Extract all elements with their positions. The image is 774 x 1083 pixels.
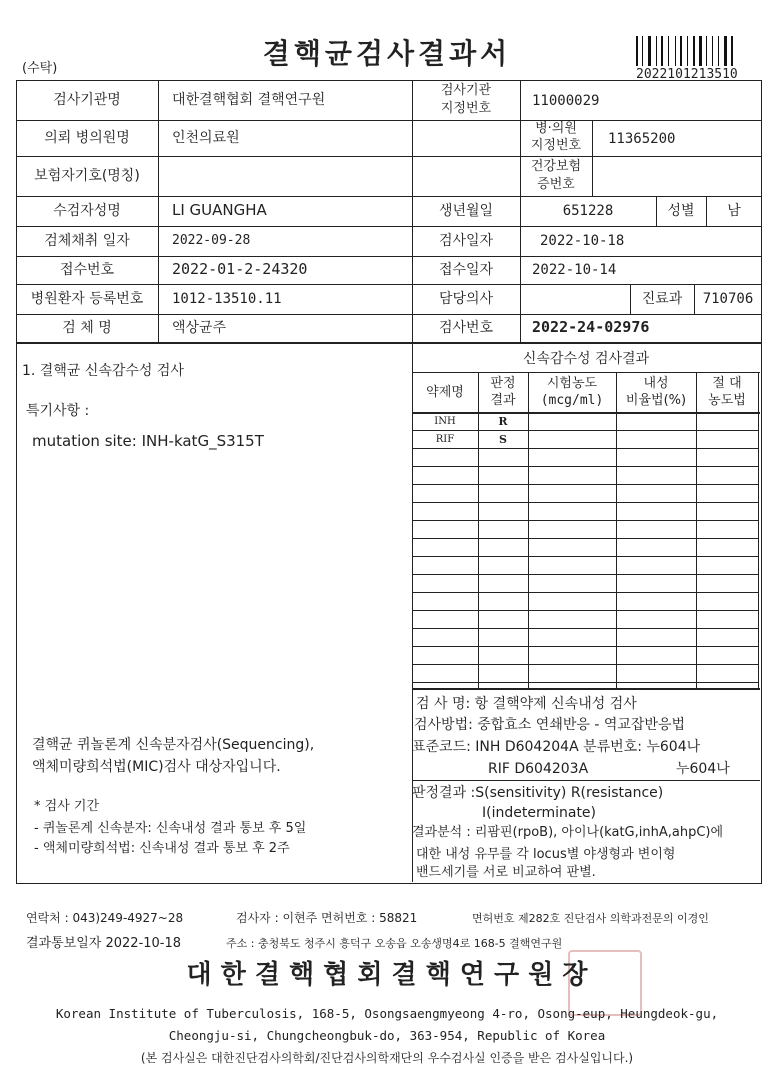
inst-code-label-2: 지정번호 — [440, 101, 492, 116]
col-abs-2: 농도법 — [708, 393, 746, 408]
drug-result: S — [499, 433, 507, 446]
contact: 연락처 : 043)249-4927~28 — [26, 911, 184, 925]
specimen-label: 검 체 명 — [62, 320, 112, 336]
method-code-2b: 누604나 — [676, 761, 730, 777]
receipt-no-label: 접수번호 — [59, 262, 115, 278]
report-date: 결과통보일자 2022-10-18 — [26, 936, 182, 951]
table-grid-line — [412, 430, 758, 431]
inst-code: 11000029 — [532, 93, 600, 109]
barcode-bar — [706, 36, 707, 66]
insured-label: 보험자기호(명칭) — [34, 168, 140, 184]
license: 면허번호 제282호 진단검사 의학과전문의 이경인 — [472, 912, 709, 925]
period-title: * 검사 기간 — [34, 799, 99, 814]
analysis-3: 밴드세기를 서로 비교하여 판별. — [416, 865, 596, 880]
insurance-label-1: 건강보험 — [530, 159, 582, 174]
english-address-2: Cheongju-si, Chungcheongbuk-do, 363-954, Republic of Korea — [168, 1028, 606, 1043]
col-conc-2: (mcg/ml) — [540, 393, 604, 408]
test-date: 2022-10-18 — [540, 233, 625, 249]
dept: 710706 — [702, 291, 754, 307]
patient-name: LI GUANGHA — [172, 201, 267, 219]
test-no-label: 검사번호 — [438, 320, 494, 336]
period-line-2: - 액체미량희석법: 신속내성 결과 통보 후 2주 — [34, 841, 290, 856]
analysis-1: 결과분석 : 리팜핀(rpoB), 아이나(katG,inhA,ahpC)에 — [412, 825, 724, 840]
barcode-bar — [636, 36, 638, 66]
table-grid-line — [412, 592, 758, 593]
hospital: 인천의료원 — [172, 130, 240, 146]
table-grid-line — [412, 664, 758, 665]
barcode — [636, 36, 750, 66]
hosp-code: 11365200 — [608, 131, 676, 147]
col-result-2: 결과 — [490, 393, 516, 408]
dob-label: 생년월일 — [438, 203, 494, 219]
barcode-bar — [693, 36, 695, 66]
page-title: 결핵균검사결과서 — [262, 37, 512, 70]
doctor-label: 담당의사 — [438, 291, 494, 307]
barcode-bar — [668, 36, 669, 66]
col-ratio-1: 내성 — [643, 376, 669, 391]
hosp-code-label-2: 지정번호 — [530, 138, 582, 153]
english-address-1: Korean Institute of Tuberculosis, 168-5, Osongsaengmyeong 4-ro, Osong-eup, Heungdeok-gu, — [55, 1006, 719, 1021]
barcode-bar — [675, 36, 676, 66]
criteria-1: 판정결과 :S(sensitivity) R(resistance) — [412, 785, 664, 801]
barcode-bar — [712, 36, 713, 66]
collect-label: 검체채취 일자 — [44, 233, 130, 249]
susceptibility-table — [412, 372, 760, 688]
table-grid-line — [412, 610, 758, 611]
barcode-bar — [642, 36, 643, 66]
method-method: 검사방법: 중합효소 연쇄반응 - 역교잡반응법 — [414, 717, 686, 733]
col-conc-1: 시험농도 — [546, 376, 598, 391]
examiner: 검사자 : 이현주 면허번호 : 58821 — [236, 911, 418, 925]
sex-label: 성별 — [667, 203, 695, 219]
drug-name: RIF — [435, 434, 455, 445]
col-drug: 약제명 — [426, 385, 464, 400]
barcode-bar — [648, 36, 651, 66]
barcode-bar — [680, 36, 682, 66]
patient-name-label: 수검자성명 — [53, 203, 121, 219]
table-grid-line — [412, 628, 758, 629]
note-line-2: 액체미량희석법(MIC)검사 대상자입니다. — [32, 759, 281, 775]
test-date-label: 검사일자 — [438, 233, 494, 249]
method-code-1: 표준코드: INH D604204A 분류번호: 누604나 — [412, 739, 701, 755]
mutation-site: mutation site: INH-katG_S315T — [32, 432, 264, 450]
criteria-2: I(indeterminate) — [482, 805, 597, 821]
hosp-code-label-1: 병·의원 — [535, 121, 577, 136]
method-test-name: 검 사 명: 항 결핵약제 신속내성 검사 — [416, 696, 637, 712]
test-no: 2022-24-02976 — [532, 318, 650, 336]
table-grid-line — [412, 538, 758, 539]
barcode-bar — [718, 36, 719, 66]
dept-label: 진료과 — [641, 291, 683, 307]
barcode-bar — [687, 36, 688, 66]
remarks-label: 특기사항 : — [26, 403, 90, 419]
susceptibility-title: 신속감수성 검사결과 — [522, 351, 650, 367]
table-grid-line — [412, 682, 758, 683]
hospital-label: 의뢰 병의원명 — [44, 130, 130, 146]
test-item: 1. 결핵균 신속감수성 검사 — [22, 363, 184, 379]
period-line-1: - 퀴놀론계 신속분자: 신속내성 결과 통보 후 5일 — [34, 821, 307, 836]
certification-note: (본 검사실은 대한진단검사의학회/진단검사의학재단의 우수검사실 인증을 받은 검사실입니다.) — [140, 1051, 634, 1065]
specimen: 액상균주 — [172, 320, 227, 336]
table-grid-line — [412, 646, 758, 647]
inst-code-label-1: 검사기관 — [440, 83, 492, 98]
table-grid-line — [412, 520, 758, 521]
col-abs-1: 절 대 — [712, 376, 742, 391]
barcode-bar — [699, 36, 702, 66]
receipt-date-label: 접수일자 — [438, 262, 494, 278]
table-grid-line — [412, 502, 758, 503]
table-grid-line — [412, 556, 758, 557]
barcode-bar — [656, 36, 657, 66]
table-grid-line — [412, 574, 758, 575]
barcode-number: 2022101213510 — [636, 67, 738, 82]
analysis-2: 대한 내성 유무를 각 locus별 야생형과 변이형 — [416, 847, 676, 862]
table-grid-line — [412, 466, 758, 467]
organization-name: 대 한 결 핵 협 회 결 핵 연 구 원 장 — [186, 960, 588, 990]
insurance-label-2: 증번호 — [537, 177, 575, 192]
receipt-no: 2022-01-2-24320 — [172, 260, 308, 278]
address: 주소 : 충청북도 청주시 흥덕구 오송읍 오송생명4로 168-5 결핵연구원 — [226, 937, 563, 950]
intake-tag: (수탁) — [22, 61, 58, 76]
drug-name: INH — [434, 416, 456, 427]
col-ratio-2: 비율법(%) — [625, 393, 687, 408]
drug-result: R — [498, 415, 508, 428]
sex: 남 — [727, 203, 741, 219]
note-line-1: 결핵균 퀴놀론계 신속분자검사(Sequencing), — [32, 737, 315, 753]
inst-name: 대한결핵협회 결핵연구원 — [172, 92, 326, 108]
col-result-1: 판정 — [490, 376, 516, 391]
table-grid-line — [412, 484, 758, 485]
inst-name-label: 검사기관명 — [53, 92, 121, 108]
reg-no: 1012-13510.11 — [172, 291, 282, 307]
method-code-2: RIF D604203A — [488, 761, 589, 777]
reg-no-label: 병원환자 등록번호 — [30, 291, 144, 307]
barcode-bar — [731, 36, 733, 66]
collect-date: 2022-09-28 — [172, 233, 251, 248]
table-grid-line — [412, 448, 758, 449]
barcode-bar — [661, 36, 663, 66]
receipt-date: 2022-10-14 — [532, 262, 617, 278]
barcode-bar — [724, 36, 727, 66]
dob: 651228 — [562, 203, 614, 219]
